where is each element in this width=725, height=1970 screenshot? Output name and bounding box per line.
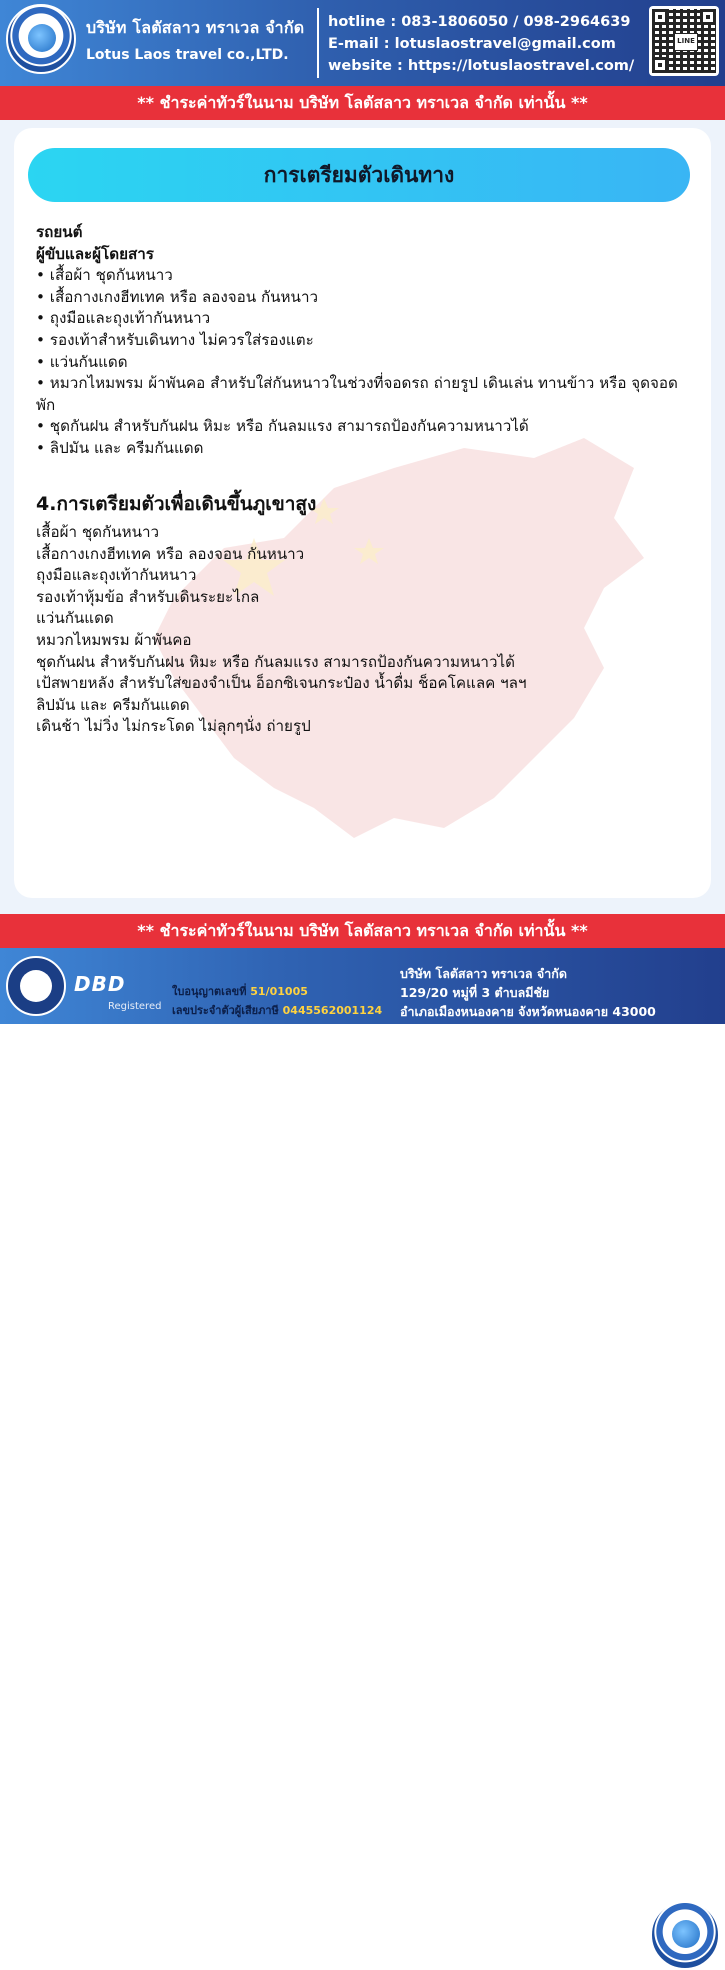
list-item: ถุงมือและถุงเท้ากันหนาว	[36, 566, 197, 585]
license-info	[172, 983, 308, 1001]
list-item: • เสื้อกางเกงฮีทเทค หรือ ลองจอน กันหนาว	[36, 287, 318, 306]
tat-emblem-icon	[20, 970, 52, 1002]
title-bar	[28, 148, 690, 202]
payment-banner-top: ** ชำระค่าทัวร์ในนาม บริษัท โลตัสลาว ทราเวล จำกัด เท่านั้น **	[0, 86, 725, 120]
list-item: • แว่นกันแดด	[36, 352, 128, 371]
list-item: เป้สพายหลัง สำหรับใส่ของจำเป็น อ็อกซิเจนกระป๋อง น้ำดื่ม ช็อคโคแลค ฯลฯ	[36, 674, 527, 693]
contact-info	[328, 11, 634, 77]
footer-address-line2: อำเภอเมืองหนองคาย จังหวัดหนองคาย 43000	[400, 1004, 656, 1019]
tax-label: เลขประจำตัวผู้เสียภาษี	[172, 1004, 283, 1017]
website[interactable]: website : https://lotuslaostravel.com/	[328, 58, 635, 74]
list-item: เสื้อผ้า ชุดกันหนาว	[36, 523, 160, 541]
license-label: ใบอนุญาตเลขที่	[172, 985, 251, 998]
list-item: • หมวกไหมพรม ผ้าพันคอ สำหรับใส่กันหนาวในช่วงที่จอดรถ ถ่ายรูป เดินเล่น ทานข้าว หรือ จุดจอดพัก	[36, 374, 678, 414]
qr-finder-icon	[652, 9, 668, 25]
list-item: • เสื้อผ้า ชุดกันหนาว	[36, 266, 173, 285]
header	[0, 0, 725, 86]
payment-banner-bottom: ** ชำระค่าทัวร์ในนาม บริษัท โลตัสลาว ทราเวล จำกัด เท่านั้น **	[0, 914, 725, 948]
globe-icon	[672, 1920, 700, 1948]
license-number: 51/01005	[250, 985, 308, 998]
tat-logo-icon	[6, 956, 66, 1016]
list-item: เดินช้า ไม่วิ่ง ไม่กระโดด ไม่ลุกๆนั่ง ถ่ายรูป	[36, 717, 311, 736]
list-item: • ลิปมัน และ ครีมกันแดด	[36, 438, 204, 457]
qr-code[interactable]	[649, 6, 719, 76]
footer-address	[400, 964, 656, 1021]
list-item: • ถุงมือและถุงเท้ากันหนาว	[36, 309, 211, 328]
company-logo-footer	[650, 1900, 720, 1970]
registered-label: Registered	[108, 1001, 162, 1012]
company-name	[86, 16, 304, 63]
company-name-th: บริษัท โลตัสลาว ทราเวล จำกัด	[86, 18, 305, 37]
tax-number: 0445562001124	[282, 1004, 383, 1017]
company-name-en: Lotus Laos travel co.,LTD.	[86, 47, 289, 63]
page-title: การเตรียมตัวเดินทาง	[263, 163, 455, 187]
tax-info	[172, 1001, 382, 1019]
qr-finder-icon	[652, 57, 668, 73]
list-item: รองเท้าหุ้มข้อ สำหรับเดินระยะไกล	[36, 587, 260, 606]
company-logo	[6, 4, 76, 74]
email[interactable]: E-mail : lotuslaostravel@gmail.com	[328, 36, 616, 52]
list-item: แว่นกันแดด	[36, 609, 114, 628]
section-heading: 4.การเตรียมตัวเพื่อเดินขึ้นภูเขาสูง	[36, 493, 317, 515]
qr-code-icon	[652, 9, 716, 73]
header-divider	[317, 8, 319, 78]
dbd-logo: DBD	[74, 972, 126, 996]
globe-icon	[28, 24, 56, 52]
hotline[interactable]: hotline : 083-1806050 / 098-2964639	[328, 14, 631, 30]
section-car	[36, 222, 686, 460]
list-item: ชุดกันฝน สำหรับกันฝน หิมะ หรือ กันลมแรง สามารถป้องกันความหนาวได้	[36, 652, 515, 671]
line-badge: LINE	[674, 33, 698, 51]
section-mountain	[36, 490, 686, 738]
list-item: • ชุดกันฝน สำหรับกันฝน หิมะ หรือ กันลมแรง สามารถป้องกันความหนาวได้	[36, 417, 529, 436]
list-item: ลิปมัน และ ครีมกันแดด	[36, 695, 190, 714]
section-heading: รถยนต์	[36, 223, 83, 241]
footer-address-line1: 129/20 หมู่ที่ 3 ตำบลมีชัย	[400, 985, 550, 1000]
footer-company: บริษัท โลตัสลาว ทราเวล จำกัด	[400, 966, 567, 981]
qr-finder-icon	[700, 9, 716, 25]
section-subheading: ผู้ขับและผู้โดยสาร	[36, 244, 154, 263]
list-item: หมวกไหมพรม ผ้าพันคอ	[36, 630, 192, 649]
list-item: เสื้อกางเกงฮีทเทค หรือ ลองจอน กันหนาว	[36, 544, 305, 563]
list-item: • รองเท้าสำหรับเดินทาง ไม่ควรใส่รองแตะ	[36, 330, 314, 349]
